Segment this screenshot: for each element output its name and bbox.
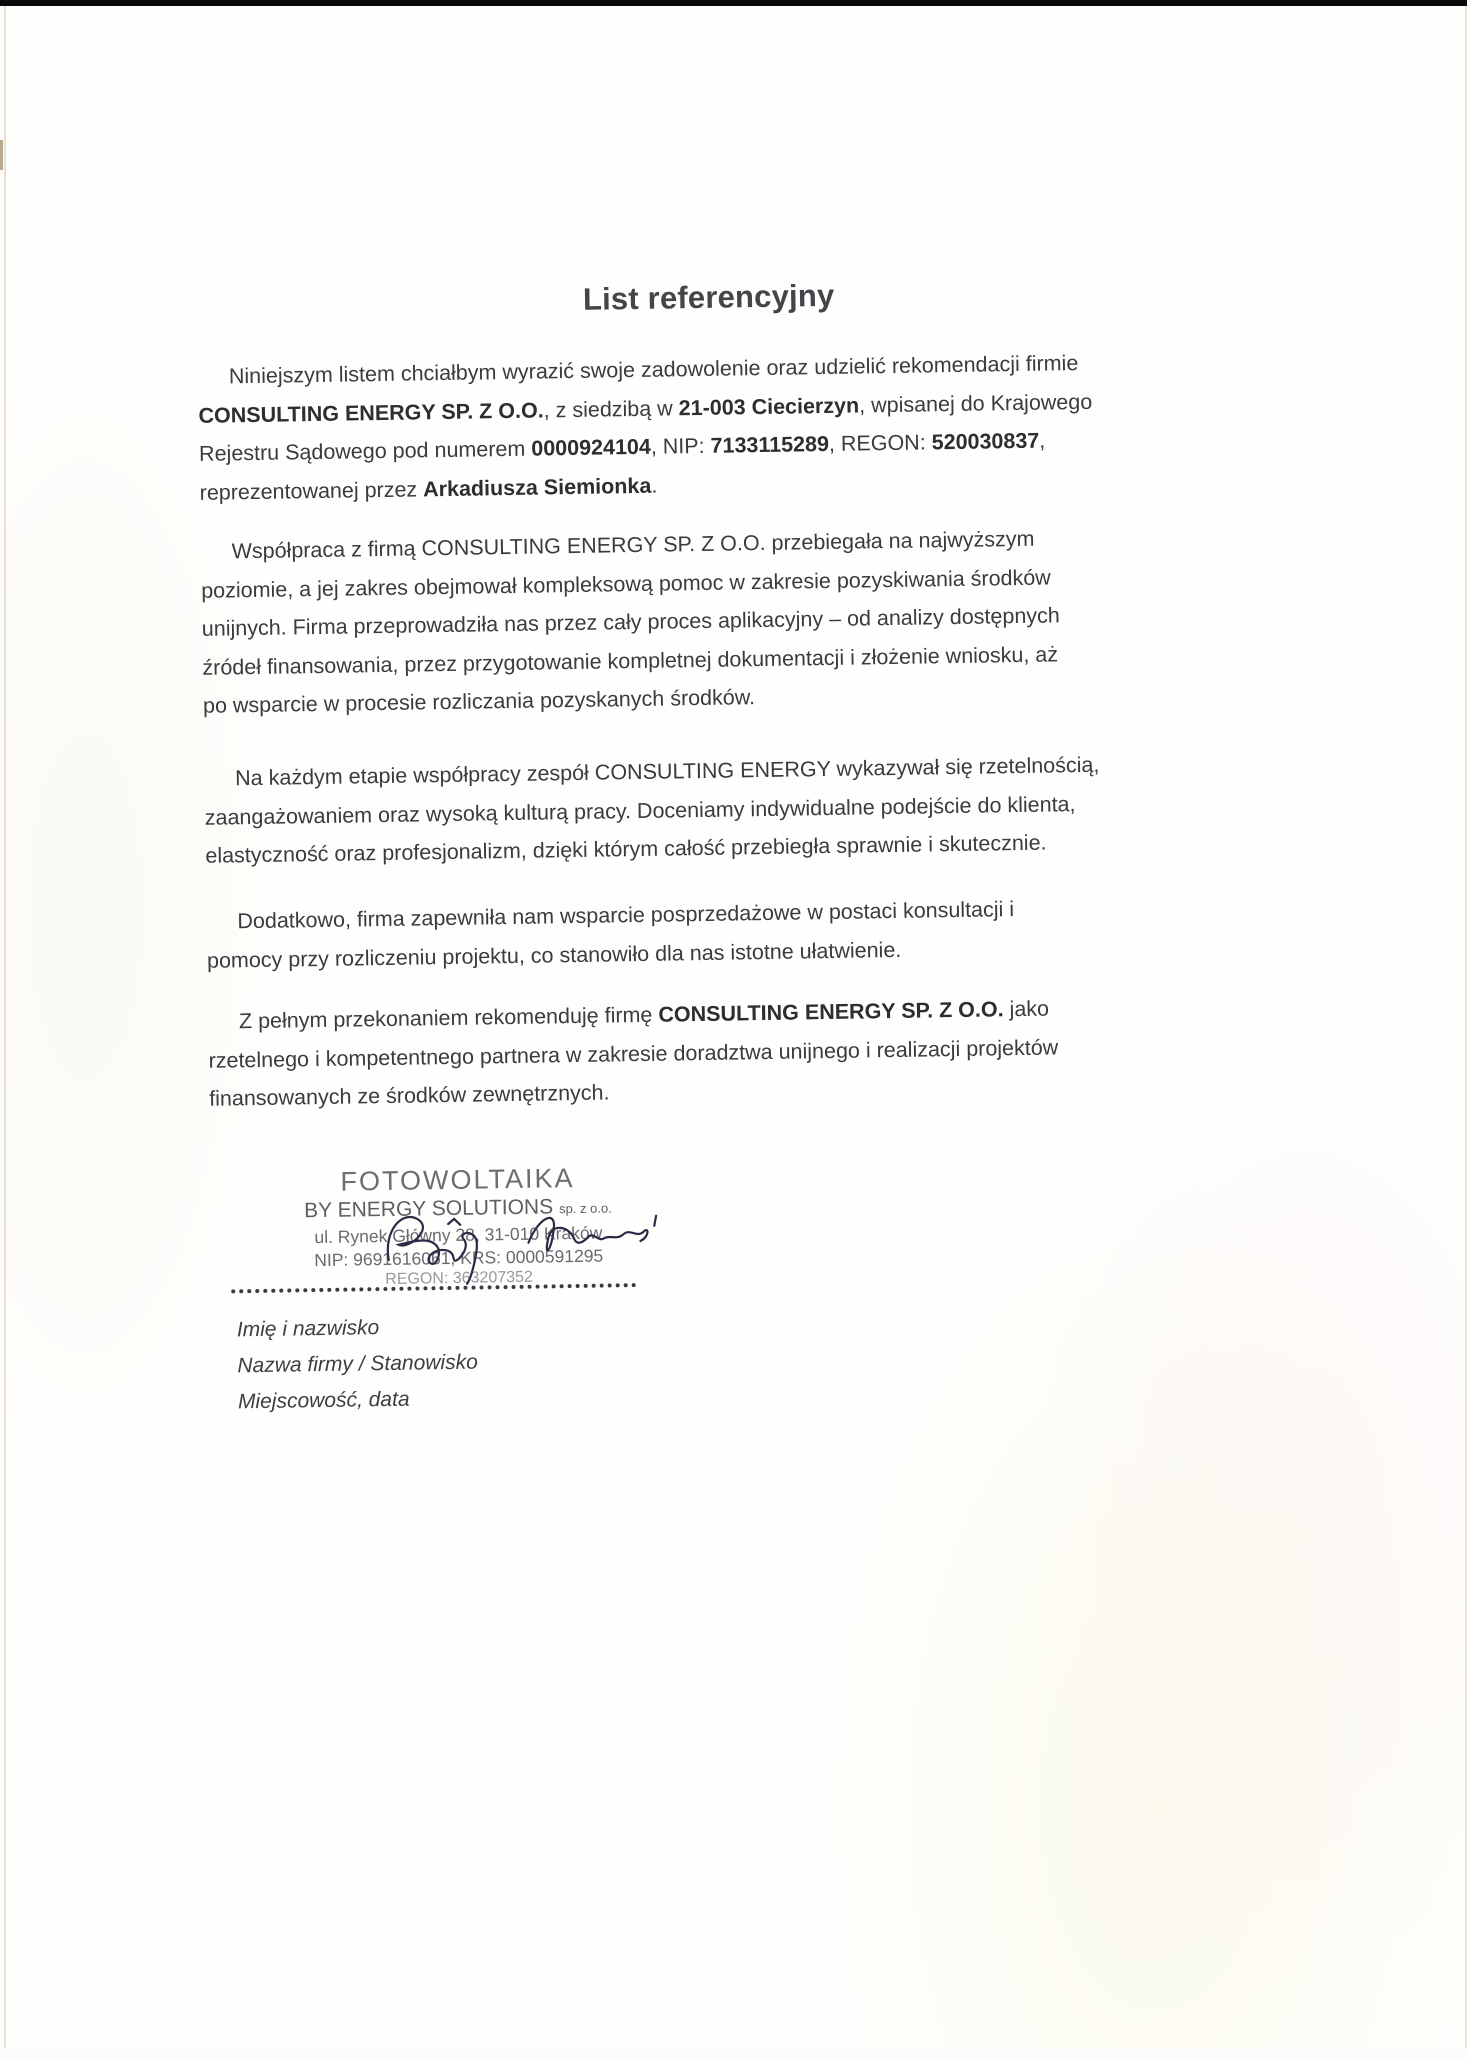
text-run: zaangażowaniem oraz wysoką kulturą pracy. Doceniamy indywidualne podejście do klienta,	[204, 791, 1076, 830]
paragraph-after-sales	[206, 886, 1247, 979]
bold-text: 21-003 Ciecierzyn	[678, 392, 860, 420]
paragraph-team-quality	[204, 743, 1246, 875]
stamp-brand-name: FOTOWOLTAIKA	[340, 1163, 575, 1197]
text-run: finansowanych ze środków zewnętrznych.	[209, 1080, 610, 1111]
signature-labels	[237, 1309, 479, 1421]
text-run: pomocy przy rozliczeniu projektu, co stanowiło dla nas istotne ułatwienie.	[206, 937, 902, 973]
text-run: Dodatkowo, firma zapewniła nam wsparcie posprzedażowe w postaci konsultacji i	[237, 897, 1015, 934]
text-run: po wsparcie w procesie rozliczania pozyskanych środków.	[202, 685, 756, 718]
label-name: Imię i nazwisko	[236, 1316, 380, 1342]
stamp-regon: REGON: 363207352	[385, 1268, 534, 1289]
stamp-company-suffix: sp. z o.o.	[558, 1200, 612, 1217]
text-run: źródeł finansowania, przez przygotowanie kompletnej dokumentacji i złożenie wniosku, aż	[202, 641, 1059, 680]
handwritten-signature-icon	[378, 1195, 679, 1290]
stamp-company: BY ENERGY SOLUTIONS	[304, 1195, 554, 1223]
bold-text: 0000924104	[531, 434, 652, 461]
paragraph-introduction	[198, 342, 1240, 512]
text-run: , REGON:	[828, 430, 932, 456]
text-run: elastyczność oraz profesjonalizm, dzięki którym całość przebiegła sprawnie i skutecznie.	[205, 830, 1047, 868]
text-run: Współpraca z firmą CONSULTING ENERGY SP. Z O.O. przebiegała na najwyższym	[231, 526, 1035, 564]
text-run: Niniejszym listem chciałbym wyrazić swoje zadowolenie oraz udzielić rekomendacji firmie	[228, 351, 1079, 389]
text-run: , NIP:	[650, 433, 711, 459]
bold-text: 7133115289	[710, 431, 830, 458]
stamp-address: ul. Rynek Główny 28, 31-010 Kraków	[314, 1222, 603, 1248]
bold-text: CONSULTING ENERGY SP. Z O.O.	[658, 997, 1004, 1027]
label-place-date: Miejscowość, data	[237, 1387, 410, 1414]
paragraph-recommendation	[208, 986, 1250, 1118]
label-company-position: Nazwa firmy / Stanowisko	[237, 1350, 478, 1378]
text-run: .	[651, 473, 658, 498]
text-run: unijnych. Firma przeprowadziła nas przez cały proces aplikacyjny – od analizy dostępnych	[201, 603, 1060, 641]
stamp-ids: NIP: 9691616061, KRS: 0000591295	[314, 1245, 604, 1271]
page-title: List referencyjny	[582, 277, 835, 317]
text-run: reprezentowanej przez	[199, 476, 424, 505]
text-run: rzetelnego i kompetentnego partnera w zakresie doradztwa unijnego i realizacji projektów	[208, 1034, 1059, 1073]
text-run: , wpisanej do Krajowego	[858, 389, 1093, 417]
text-run: Na każdym etapie współpracy zespół CONSULTING ENERGY wykazywał się rzetelnością,	[234, 752, 1100, 791]
bold-text: CONSULTING ENERGY SP. Z O.O.	[198, 397, 544, 428]
text-run: ,	[1039, 428, 1046, 453]
text-run: jako	[1003, 996, 1050, 1022]
bold-text: Arkadiusza Siemionka	[422, 473, 652, 501]
text-run: , z siedzibą w	[543, 395, 679, 422]
text-run: poziomie, a jej zakres obejmował kompleksową pomoc w zakresie pozyskiwania środków	[201, 564, 1051, 603]
text-run: Z pełnym przekonaniem rekomenduję firmę	[238, 1002, 659, 1034]
text-run: Rejestru Sądowego pod numerem	[198, 436, 532, 466]
bold-text: 520030837	[931, 428, 1040, 455]
paragraph-cooperation	[200, 516, 1243, 725]
